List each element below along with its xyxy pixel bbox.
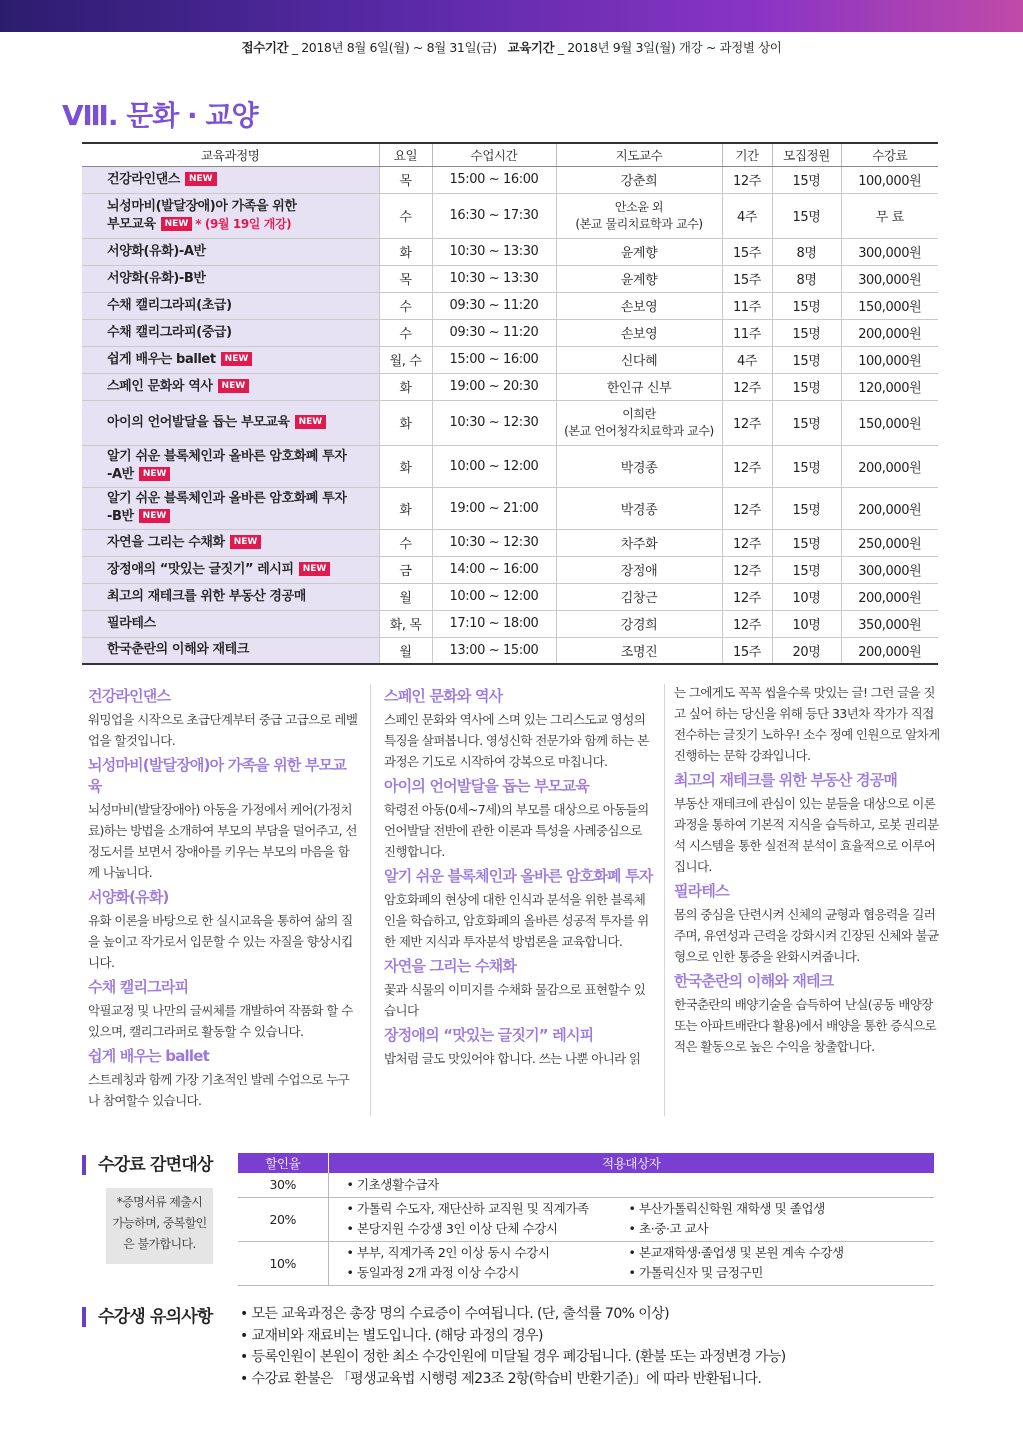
table-row xyxy=(82,610,938,637)
course-name-cell xyxy=(82,529,379,556)
top-gradient-bar xyxy=(0,0,1023,32)
time-cell: 19:00 ~ 21:00 xyxy=(432,487,556,529)
period-line xyxy=(0,38,1023,56)
professor-cell xyxy=(556,319,722,346)
professor-cell xyxy=(556,346,722,373)
professor-cell xyxy=(556,373,722,400)
table-row xyxy=(82,637,938,664)
capacity-cell: 15명 xyxy=(772,319,841,346)
fee-cell: 200,000원 xyxy=(841,319,938,346)
capacity-cell: 10명 xyxy=(772,610,841,637)
description-column-1 xyxy=(88,682,358,1113)
day-cell: 화 xyxy=(379,445,432,487)
table-row xyxy=(82,292,938,319)
course-name-cell xyxy=(82,319,379,346)
fee-cell: 무 료 xyxy=(841,193,938,238)
target-col xyxy=(629,1175,935,1195)
professor: 윤계향 xyxy=(620,273,658,288)
table-row xyxy=(82,487,938,529)
course-name-cell xyxy=(82,193,379,238)
target-item: • 가톨릭신자 및 금정구민 xyxy=(629,1263,935,1283)
fee-cell: 100,000원 xyxy=(841,346,938,373)
capacity-cell: 15명 xyxy=(772,445,841,487)
professor: 강경희 xyxy=(620,618,658,633)
professor-cell xyxy=(556,487,722,529)
description-text: 스트레칭과 함께 가장 기초적인 발레 수업으로 누구나 참여할수 있습니다. xyxy=(88,1072,350,1108)
professor: 차주화 xyxy=(620,537,658,552)
target-grid xyxy=(347,1199,935,1239)
description-title: 서양화(유화) xyxy=(88,888,169,906)
course-name: 아이의 언어발달을 돕는 부모교육 xyxy=(107,414,290,430)
table-row xyxy=(82,193,938,238)
professor: 안소윤 외 xyxy=(614,200,664,215)
course-name-cell xyxy=(82,373,379,400)
day-cell: 화 xyxy=(379,373,432,400)
table-row xyxy=(82,238,938,265)
target-col xyxy=(347,1199,629,1239)
time-cell: 09:30 ~ 11:20 xyxy=(432,292,556,319)
discount-note: *증명서류 제출시 가능하며, 중복할인은 불가합니다. xyxy=(106,1188,213,1264)
capacity-cell: 15명 xyxy=(772,292,841,319)
capacity-cell: 8명 xyxy=(772,265,841,292)
course-name-cell xyxy=(82,166,379,193)
time-cell: 17:10 ~ 18:00 xyxy=(432,610,556,637)
table-row xyxy=(82,583,938,610)
professor-cell xyxy=(556,400,722,445)
professor: 윤계향 xyxy=(620,246,658,261)
course-name: 한국춘란의 이해와 재테크 xyxy=(107,642,249,658)
course-name-cell xyxy=(82,346,379,373)
new-badge: NEW xyxy=(139,467,171,481)
description-title: 쉽게 배우는 ballet xyxy=(88,1047,209,1065)
description-title: 한국춘란의 이해와 재테크 xyxy=(674,972,834,990)
section-title: Ⅷ. 문화 · 교양 xyxy=(62,99,258,132)
description-column-2 xyxy=(384,682,654,1071)
description-text: 꽃과 식물의 이미지를 수채화 물감으로 표현할수 있습니다 xyxy=(384,982,646,1018)
fee-cell: 150,000원 xyxy=(841,292,938,319)
professor-cell xyxy=(556,445,722,487)
period-cell: 11주 xyxy=(722,319,772,346)
description-title: 건강라인댄스 xyxy=(88,687,171,705)
description-text: 스페인 문화와 역사에 스며 있는 그리스도교 영성의 특징을 살펴봅니다. 영성신학 전문가와 함께 하는 본 과정은 기도로 시작하여 강복으로 마칩니다. xyxy=(384,712,649,769)
target-item: • 본교재학생·졸업생 및 본원 계속 수강생 xyxy=(629,1243,935,1263)
professor: 장정애 xyxy=(620,564,658,579)
notice-item: • 교재비와 재료비는 별도입니다. (해당 과정의 경우) xyxy=(240,1326,786,1348)
course-name-line2: -A반 xyxy=(107,467,134,482)
description-text: 는 그에게도 꼭꼭 씹을수록 맛있는 글! 그런 글을 짓고 싶어 하는 당신을 위해 등단 33년차 작가가 직접 전수하는 글짓기 노하우! 소수 정예 인원으로 알차게 진행하는 문학 강좌입니다. xyxy=(674,685,940,763)
professor-cell xyxy=(556,193,722,238)
table-row xyxy=(82,346,938,373)
course-name: 서양화(유화)-B반 xyxy=(107,270,206,286)
day-cell: 목 xyxy=(379,166,432,193)
period-cell: 4주 xyxy=(722,193,772,238)
fee-cell: 350,000원 xyxy=(841,610,938,637)
period-cell: 4주 xyxy=(722,346,772,373)
course-name-cell xyxy=(82,637,379,664)
description-text: 학령전 아동(0세~7세)의 부모를 대상으로 아동들의 언어발달 전반에 관한 이론과 특성을 사례중심으로 진행합니다. xyxy=(384,802,649,859)
fee-cell: 120,000원 xyxy=(841,373,938,400)
fee-cell: 200,000원 xyxy=(841,445,938,487)
day-cell: 화 xyxy=(379,400,432,445)
period-cell: 12주 xyxy=(722,610,772,637)
description-title: 수채 캘리그라피 xyxy=(88,978,189,996)
discount-rate: 20% xyxy=(238,1197,328,1241)
description-title: 장정애의 “맛있는 글짓기” 레시피 xyxy=(384,1026,594,1044)
description-title: 스페인 문화와 역사 xyxy=(384,687,503,705)
description-text: 몸의 중심을 단련시켜 신체의 균형과 협응력을 길러주며, 유연성과 근력을 강화시켜 긴장된 신체와 불균형으로 인한 통증을 완화시켜줍니다. xyxy=(674,907,939,964)
time-cell: 19:00 ~ 20:30 xyxy=(432,373,556,400)
professor-cell xyxy=(556,556,722,583)
day-cell: 수 xyxy=(379,319,432,346)
course-name-cell xyxy=(82,556,379,583)
course-name-cell xyxy=(82,265,379,292)
discount-rate: 30% xyxy=(238,1173,328,1197)
period-cell: 11주 xyxy=(722,292,772,319)
course-name-cell xyxy=(82,445,379,487)
col-header: 수강료 xyxy=(841,143,938,166)
period-cell: 15주 xyxy=(722,238,772,265)
course-name: 스페인 문화와 역사 xyxy=(107,378,213,394)
course-name-cell xyxy=(82,487,379,529)
description-title: 자연을 그리는 수채화 xyxy=(384,957,517,975)
course-name: 수채 캘리그라피(중급) xyxy=(107,324,232,340)
day-cell: 월 xyxy=(379,637,432,664)
new-badge: NEW xyxy=(295,415,327,429)
time-cell: 15:00 ~ 16:00 xyxy=(432,166,556,193)
time-cell: 10:30 ~ 13:30 xyxy=(432,265,556,292)
discount-table xyxy=(238,1153,934,1286)
description-text: 유화 이론을 바탕으로 한 실시교육을 통하여 삶의 질을 높이고 작가로서 입문할 수 있는 자질을 향상시킵니다. xyxy=(88,913,353,970)
time-cell: 13:00 ~ 15:00 xyxy=(432,637,556,664)
professor: 신다혜 xyxy=(620,354,658,369)
capacity-cell: 15명 xyxy=(772,193,841,238)
table-row xyxy=(82,556,938,583)
col-header: 기간 xyxy=(722,143,772,166)
education-label: 교육기간 xyxy=(507,40,555,55)
notice-list xyxy=(240,1304,786,1390)
course-name: 건강라인댄스 xyxy=(107,171,180,187)
course-name: 필라테스 xyxy=(107,615,156,631)
time-cell: 10:30 ~ 12:30 xyxy=(432,529,556,556)
time-cell: 10:00 ~ 12:00 xyxy=(432,583,556,610)
professor: 박경종 xyxy=(620,460,658,476)
day-cell: 화 xyxy=(379,238,432,265)
new-badge: NEW xyxy=(218,379,250,393)
time-cell: 10:30 ~ 12:30 xyxy=(432,400,556,445)
professor-cell xyxy=(556,238,722,265)
fee-cell: 200,000원 xyxy=(841,583,938,610)
day-cell: 금 xyxy=(379,556,432,583)
capacity-cell: 15명 xyxy=(772,400,841,445)
professor-cell xyxy=(556,529,722,556)
capacity-cell: 15명 xyxy=(772,166,841,193)
capacity-cell: 20명 xyxy=(772,637,841,664)
course-name-line2: -B반 xyxy=(107,509,134,524)
column-divider xyxy=(664,684,665,1116)
fee-cell: 100,000원 xyxy=(841,166,938,193)
target-item: • 가톨릭 수도자, 재단산하 교직원 및 직계가족 xyxy=(347,1199,629,1219)
course-table-header xyxy=(82,143,938,166)
capacity-cell: 15명 xyxy=(772,346,841,373)
table-row xyxy=(82,265,938,292)
description-text: 악필교정 및 나만의 글씨체를 개발하여 작품화 할 수 있으며, 캘리그라퍼로 활동할 수 있습니다. xyxy=(88,1003,353,1039)
capacity-cell: 10명 xyxy=(772,583,841,610)
capacity-cell: 15명 xyxy=(772,529,841,556)
discount-target-header: 적용대상자 xyxy=(328,1153,934,1173)
course-name-cell xyxy=(82,583,379,610)
description-text: 밥처럼 글도 맛있어야 합니다. 쓰는 나뿐 아니라 읽 xyxy=(384,1051,641,1066)
course-name: 알기 쉬운 블록체인과 올바른 암호화폐 투자 xyxy=(107,491,347,507)
target-item: • 부산가톨릭신학원 재학생 및 졸업생 xyxy=(629,1199,935,1219)
course-note: * (9월 19일 개강) xyxy=(195,216,292,231)
time-cell: 10:00 ~ 12:00 xyxy=(432,445,556,487)
target-col xyxy=(347,1175,629,1195)
table-row xyxy=(82,529,938,556)
discount-heading: 수강료 감면대상 xyxy=(82,1155,212,1175)
period-cell: 12주 xyxy=(722,400,772,445)
table-row xyxy=(82,445,938,487)
course-name: 수채 캘리그라피(초급) xyxy=(107,297,232,313)
period-cell: 12주 xyxy=(722,556,772,583)
day-cell: 화 xyxy=(379,487,432,529)
professor-affiliation: (본교 언어청각치료학과 교수) xyxy=(564,423,714,438)
discount-rate-header: 할인율 xyxy=(238,1153,328,1173)
new-badge: NEW xyxy=(230,535,262,549)
target-grid xyxy=(347,1175,935,1195)
course-name-line2: 부모교육 xyxy=(107,216,156,232)
professor-cell xyxy=(556,166,722,193)
professor: 이희란 xyxy=(622,407,656,422)
course-name-cell xyxy=(82,400,379,445)
time-cell: 09:30 ~ 11:20 xyxy=(432,319,556,346)
period-cell: 12주 xyxy=(722,166,772,193)
table-row xyxy=(82,400,938,445)
professor: 강춘희 xyxy=(620,174,658,189)
time-cell: 16:30 ~ 17:30 xyxy=(432,193,556,238)
professor: 손보영 xyxy=(620,327,658,342)
professor: 손보영 xyxy=(620,300,658,315)
new-badge: NEW xyxy=(221,352,253,366)
professor-cell xyxy=(556,292,722,319)
description-title: 뇌성마비(발달장애)아 가족을 위한 부모교육 xyxy=(88,756,347,795)
col-header: 지도교수 xyxy=(556,143,722,166)
target-grid xyxy=(347,1243,935,1283)
col-header: 모집정원 xyxy=(772,143,841,166)
col-header: 교육과정명 xyxy=(82,143,379,166)
description-column-3 xyxy=(674,682,942,1059)
course-name: 최고의 재테크를 위한 부동산 경공매 xyxy=(107,588,306,604)
day-cell: 월, 수 xyxy=(379,346,432,373)
education-value: _ 2018년 9월 3일(월) 개강 ~ 과정별 상이 xyxy=(557,40,782,55)
professor-cell xyxy=(556,610,722,637)
day-cell: 수 xyxy=(379,529,432,556)
target-col xyxy=(629,1243,935,1283)
registration-label: 접수기간 xyxy=(241,40,289,55)
target-item: • 부부, 직계가족 2인 이상 동시 수강시 xyxy=(347,1243,629,1263)
description-title: 알기 쉬운 블록체인과 올바른 암호화폐 투자 xyxy=(384,867,653,885)
course-name: 자연을 그리는 수채화 xyxy=(107,534,225,550)
course-name-cell xyxy=(82,610,379,637)
fee-cell: 300,000원 xyxy=(841,556,938,583)
discount-targets xyxy=(328,1173,934,1197)
fee-cell: 200,000원 xyxy=(841,487,938,529)
description-title: 아이의 언어발달을 돕는 부모교육 xyxy=(384,777,589,795)
time-cell: 10:30 ~ 13:30 xyxy=(432,238,556,265)
period-cell: 15주 xyxy=(722,265,772,292)
fee-cell: 150,000원 xyxy=(841,400,938,445)
discount-rate: 10% xyxy=(238,1241,328,1285)
new-badge: NEW xyxy=(139,509,171,523)
course-name-cell xyxy=(82,238,379,265)
target-item: • 동일과정 2개 과정 이상 수강시 xyxy=(347,1263,629,1283)
notice-heading: 수강생 유의사항 xyxy=(82,1307,212,1327)
day-cell: 화, 목 xyxy=(379,610,432,637)
description-title: 최고의 재테크를 위한 부동산 경공매 xyxy=(674,771,898,789)
description-text: 워밍업을 시작으로 초급단계부터 중급 고급으로 레벨업을 할것입니다. xyxy=(88,712,358,748)
target-item: • 초·중·고 교사 xyxy=(629,1219,935,1239)
notice-item: • 모든 교육과정은 총장 명의 수료증이 수여됩니다. (단, 출석률 70% 이상) xyxy=(240,1304,786,1326)
fee-cell: 300,000원 xyxy=(841,238,938,265)
professor-cell xyxy=(556,583,722,610)
description-text: 한국춘란의 배양기술을 습득하여 난실(공동 배양장 또는 아파트배란다 활용)에서 배양을 통한 증식으로 적은 활동으로 높은 수익을 창출합니다. xyxy=(674,997,937,1054)
professor: 조명진 xyxy=(620,644,658,660)
course-name: 알기 쉬운 블록체인과 올바른 암호화폐 투자 xyxy=(107,449,347,465)
column-divider xyxy=(370,684,371,1116)
time-cell: 15:00 ~ 16:00 xyxy=(432,346,556,373)
target-item: • 기초생활수급자 xyxy=(347,1175,629,1195)
notice-item: • 등록인원이 본원이 정한 최소 수강인원에 미달될 경우 폐강됩니다. (환불 또는 과정변경 가능) xyxy=(240,1347,786,1369)
target-col xyxy=(347,1243,629,1283)
professor-cell xyxy=(556,637,722,664)
professor: 한인규 신부 xyxy=(606,381,672,396)
professor: 김창근 xyxy=(620,591,658,606)
registration-value: _ 2018년 8월 6일(월) ~ 8월 31일(금) xyxy=(291,40,497,55)
day-cell: 수 xyxy=(379,292,432,319)
description-text: 뇌성마비(발달장애아) 아동을 가정에서 케어(가정치료)하는 방법을 소개하여 부모의 부담을 덜어주고, 선정도서를 보면서 장애아를 키우는 부모의 마음을 함께 나눕니다. xyxy=(88,802,357,880)
period-cell: 15주 xyxy=(722,637,772,664)
col-header: 요일 xyxy=(379,143,432,166)
capacity-cell: 8명 xyxy=(772,238,841,265)
course-name-cell xyxy=(82,292,379,319)
description-text: 암호화폐의 현상에 대한 인식과 분석을 위한 블록체인을 학습하고, 암호화폐의 올바른 성공적 투자를 위한 제반 지식과 투자분석 방법론을 교육합니다. xyxy=(384,892,649,949)
notice-item: • 수강료 환불은 「평생교육법 시행령 제23조 2항(학습비 반환기준)」에 따라 반환됩니다. xyxy=(240,1369,786,1391)
course-name: 뇌성마비(발달장애)아 가족을 위한 xyxy=(107,198,297,214)
period-cell: 12주 xyxy=(722,373,772,400)
discount-row xyxy=(238,1173,934,1197)
new-badge: NEW xyxy=(161,217,193,231)
day-cell: 목 xyxy=(379,265,432,292)
professor: 박경종 xyxy=(620,502,658,518)
table-row xyxy=(82,319,938,346)
description-text: 부동산 재테크에 관심이 있는 분들을 대상으로 이론과정을 통하여 기본적 지식을 습득하고, 로봇 권리분석 시스템을 통한 실전적 분석이 효율적으로 이루어집니다. xyxy=(674,796,939,874)
course-table xyxy=(82,142,938,665)
day-cell: 수 xyxy=(379,193,432,238)
discount-targets xyxy=(328,1197,934,1241)
professor-cell xyxy=(556,265,722,292)
fee-cell: 200,000원 xyxy=(841,637,938,664)
capacity-cell: 15명 xyxy=(772,373,841,400)
discount-row xyxy=(238,1241,934,1285)
new-badge: NEW xyxy=(299,562,331,576)
professor-affiliation: (본교 물리치료학과 교수) xyxy=(575,216,703,231)
target-col xyxy=(629,1199,935,1239)
capacity-cell: 15명 xyxy=(772,487,841,529)
discount-targets xyxy=(328,1241,934,1285)
table-row xyxy=(82,166,938,193)
target-item: • 본당지원 수강생 3인 이상 단체 수강시 xyxy=(347,1219,629,1239)
fee-cell: 250,000원 xyxy=(841,529,938,556)
table-row xyxy=(82,373,938,400)
description-title: 필라테스 xyxy=(674,882,729,900)
discount-row xyxy=(238,1197,934,1241)
period-cell: 12주 xyxy=(722,583,772,610)
period-cell: 12주 xyxy=(722,487,772,529)
new-badge: NEW xyxy=(185,172,217,186)
period-cell: 12주 xyxy=(722,445,772,487)
time-cell: 14:00 ~ 16:00 xyxy=(432,556,556,583)
capacity-cell: 15명 xyxy=(772,556,841,583)
day-cell: 월 xyxy=(379,583,432,610)
period-cell: 12주 xyxy=(722,529,772,556)
fee-cell: 300,000원 xyxy=(841,265,938,292)
course-name: 쉽게 배우는 ballet xyxy=(107,351,216,367)
course-name: 서양화(유화)-A반 xyxy=(107,243,206,259)
col-header: 수업시간 xyxy=(432,143,556,166)
course-name: 장정애의 “맛있는 글짓기” 레시피 xyxy=(107,561,294,577)
